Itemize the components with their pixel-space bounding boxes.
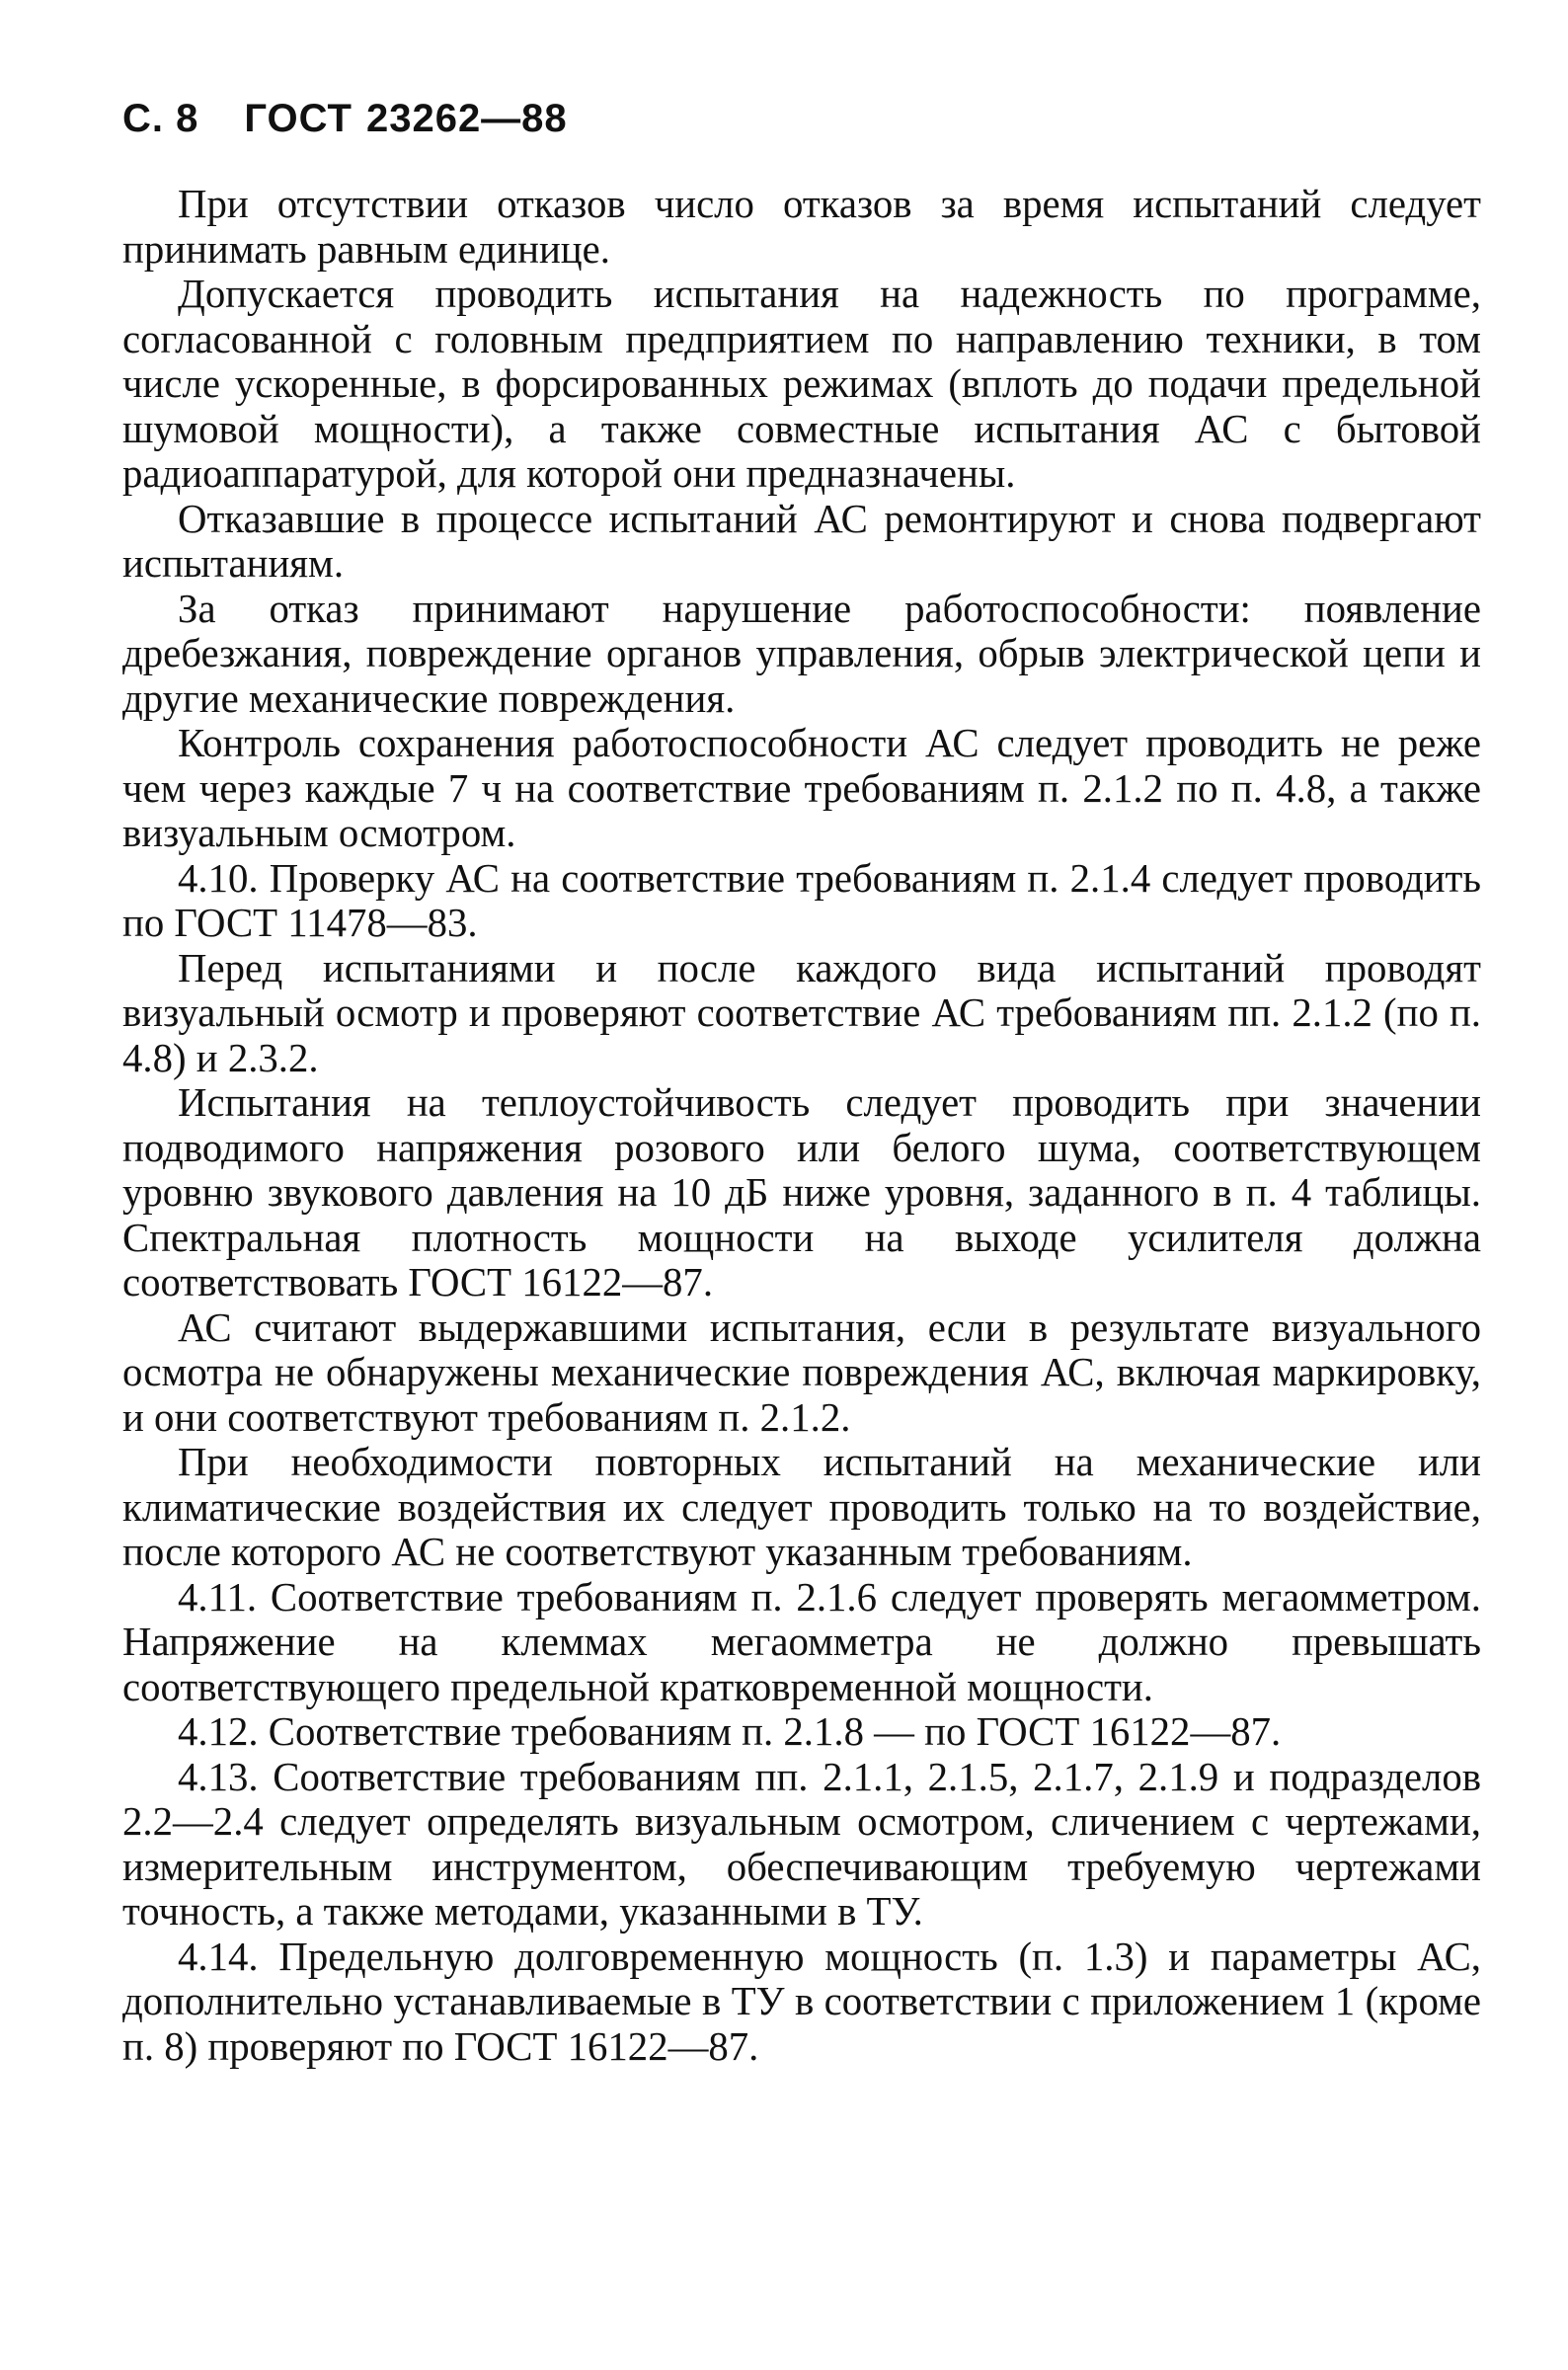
paragraph-failed-repair: Отказавшие в процессе испытаний АС ремонтируют и снова подвергают испытаниям.	[122, 496, 1481, 586]
paragraph-4-14: 4.14. Предельную долговременную мощность (п. 1.3) и параметры АС, дополнительно устанавливаемые в ТУ в соответствии с приложением 1 (кроме п. 8) проверяют по ГОСТ 16122—87.	[122, 1934, 1481, 2069]
paragraph-reliability-program: Допускается проводить испытания на надежность по программе, согласованной с головным предприятием по направлению техники, в том числе ускоренные, в форсированных режимах (вплоть до подачи предельной шумовой мощности), а также совместные испытания АС с бытовой радиоаппаратурой, для которой они предназначены.	[122, 272, 1481, 496]
paragraph-4-11: 4.11. Соответствие требованиям п. 2.1.6 следует проверять мегаомметром. Напряжение на клеммах мегаомметра не должно превышать соответствующего предельной кратковременной мощности.	[122, 1574, 1481, 1709]
paragraph-operability-control: Контроль сохранения работоспособности АС следует проводить не реже чем через каждые 7 ч на соответствие требованиям п. 2.1.2 по п. 4.8, а также визуальным осмотром.	[122, 721, 1481, 855]
paragraph-passed-tests: АС считают выдержавшими испытания, если в результате визуального осмотра не обнаружены механические повреждения АС, включая маркировку, и они соответствуют требованиям п. 2.1.2.	[122, 1304, 1481, 1440]
page-header	[122, 95, 1481, 142]
page-number: С. 8	[122, 97, 199, 140]
standard-number: 23262—88	[365, 97, 568, 140]
document-body	[122, 182, 1481, 2069]
paragraph-4-10: 4.10. Проверку АС на соответствие требованиям п. 2.1.4 следует проводить по ГОСТ 11478—83.	[122, 855, 1481, 945]
paragraph-repeat-tests: При необходимости повторных испытаний на механические или климатические воздействия их следует проводить только на то воздействие, после которого АС не соответствуют указанным требованиям.	[122, 1440, 1481, 1574]
paragraph-visual-inspection: Перед испытаниями и после каждого вида испытаний проводят визуальный осмотр и проверяют соответствие АС требованиям пп. 2.1.2 (по п. 4.8) и 2.3.2.	[122, 945, 1481, 1080]
paragraph-4-12: 4.12. Соответствие требованиям п. 2.1.8 — по ГОСТ 16122—87.	[178, 1709, 1282, 1754]
paragraph-no-failures: При отсутствии отказов число отказов за время испытаний следует принимать равным единице.	[122, 182, 1481, 272]
paragraph-4-13: 4.13. Соответствие требованиям пп. 2.1.1, 2.1.5, 2.1.7, 2.1.9 и подразделов 2.2—2.4 следует определять визуальным осмотром, сличением с чертежами, измерительным инструментом, обеспечивающим требуемую чертежами точность, а также методами, указанными в ТУ.	[122, 1754, 1481, 1934]
paragraph-heat-resistance: Испытания на теплоустойчивость следует проводить при значении подводимого напряжения розового или белого шума, соответствующем уровню звукового давления на 10 дБ ниже уровня, заданного в п. 4 таблицы. Спектральная плотность мощности на выходе усилителя должна соответствовать ГОСТ 16122—87.	[122, 1080, 1481, 1304]
standard-label: ГОСТ	[244, 97, 353, 140]
document-page	[122, 95, 1481, 2069]
paragraph-failure-definition: За отказ принимают нарушение работоспособности: появление дребезжания, повреждение органов управления, обрыв электрической цепи и другие механические повреждения.	[122, 586, 1481, 721]
